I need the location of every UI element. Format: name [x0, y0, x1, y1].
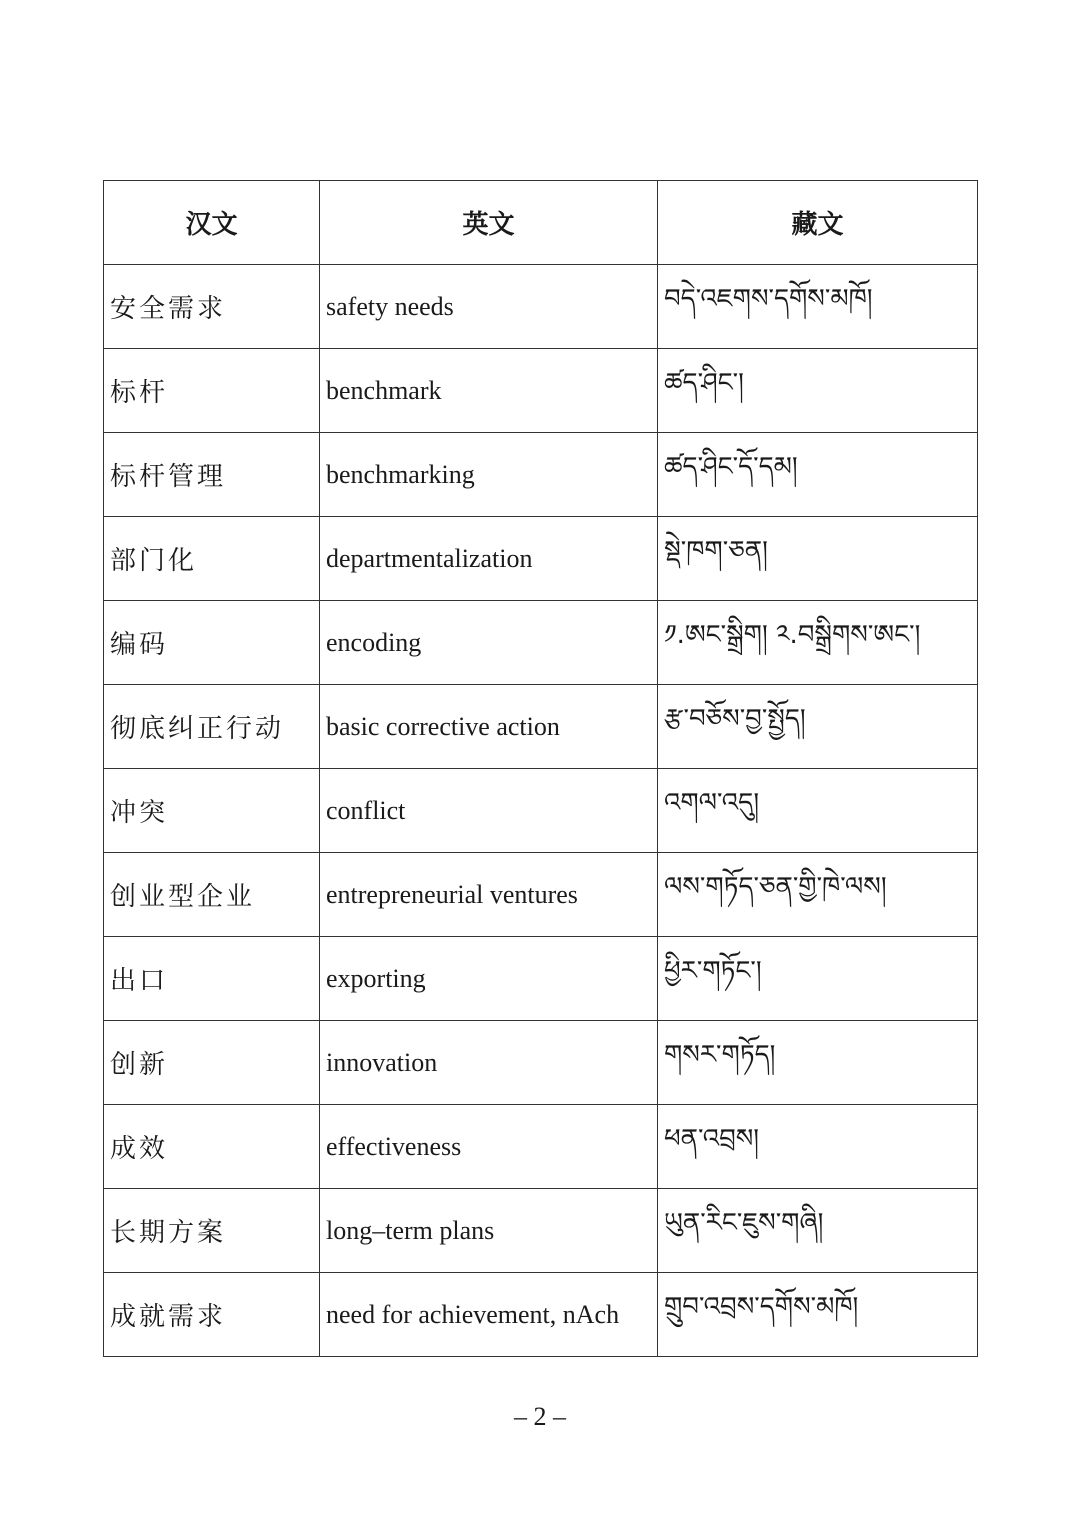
table-row [104, 433, 978, 517]
table-row [104, 769, 978, 853]
cell-chinese: 编码 [104, 601, 320, 685]
cell-chinese: 长期方案 [104, 1189, 320, 1273]
cell-chinese: 安全需求 [104, 265, 320, 349]
cell-english: departmentalization [320, 517, 658, 601]
page-number: – 2 – [514, 1402, 566, 1431]
table-row [104, 685, 978, 769]
cell-english: safety needs [320, 265, 658, 349]
cell-english: innovation [320, 1021, 658, 1105]
cell-english: effectiveness [320, 1105, 658, 1189]
cell-chinese: 出口 [104, 937, 320, 1021]
table-row [104, 601, 978, 685]
table-row [104, 1273, 978, 1357]
cell-chinese: 标杆 [104, 349, 320, 433]
table-row [104, 1105, 978, 1189]
table-row [104, 1021, 978, 1105]
cell-tibetan: ལས་གཏོད་ཅན་གྱི་ཁེ་ལས། [658, 853, 978, 937]
cell-tibetan: སྡེ་ཁག་ཅན། [658, 517, 978, 601]
table-row [104, 853, 978, 937]
cell-tibetan: ཚད་ཤིང་། [658, 349, 978, 433]
cell-tibetan: གསར་གཏོད། [658, 1021, 978, 1105]
table-row [104, 517, 978, 601]
cell-tibetan: འགལ་འདུ། [658, 769, 978, 853]
cell-tibetan: ཡུན་རིང་ཇུས་གཞི། [658, 1189, 978, 1273]
cell-english: entrepreneurial ventures [320, 853, 658, 937]
cell-english: conflict [320, 769, 658, 853]
cell-english: basic corrective action [320, 685, 658, 769]
cell-english: benchmark [320, 349, 658, 433]
cell-chinese: 部门化 [104, 517, 320, 601]
cell-chinese: 成就需求 [104, 1273, 320, 1357]
header-chinese: 汉文 [104, 181, 320, 265]
cell-english: need for achievement, nAch [320, 1273, 658, 1357]
cell-english: long–term plans [320, 1189, 658, 1273]
cell-tibetan: ཕྱིར་གཏོང་། [658, 937, 978, 1021]
header-english: 英文 [320, 181, 658, 265]
header-tibetan: 藏文 [658, 181, 978, 265]
cell-chinese: 标杆管理 [104, 433, 320, 517]
cell-english: encoding [320, 601, 658, 685]
cell-tibetan: ཚད་ཤིང་དོ་དམ། [658, 433, 978, 517]
cell-tibetan: ཕན་འབྲས། [658, 1105, 978, 1189]
cell-tibetan: བདེ་འཇགས་དགོས་མཁོ། [658, 265, 978, 349]
table-header-row [104, 181, 978, 265]
table-row [104, 1189, 978, 1273]
cell-chinese: 创业型企业 [104, 853, 320, 937]
glossary-table [103, 180, 978, 1357]
cell-tibetan: གྲུབ་འབྲས་དགོས་མཁོ། [658, 1273, 978, 1357]
cell-chinese: 成效 [104, 1105, 320, 1189]
cell-english: benchmarking [320, 433, 658, 517]
cell-tibetan: ༡.ཨང་སྒྲིག། ༢.བསྒྲིགས་ཨང་། [658, 601, 978, 685]
cell-chinese: 彻底纠正行动 [104, 685, 320, 769]
table-row [104, 265, 978, 349]
cell-english: exporting [320, 937, 658, 1021]
cell-chinese: 冲突 [104, 769, 320, 853]
cell-tibetan: རྩ་བཅོས་བྱ་སྤྱོད། [658, 685, 978, 769]
table-row [104, 349, 978, 433]
cell-chinese: 创新 [104, 1021, 320, 1105]
table-row [104, 937, 978, 1021]
